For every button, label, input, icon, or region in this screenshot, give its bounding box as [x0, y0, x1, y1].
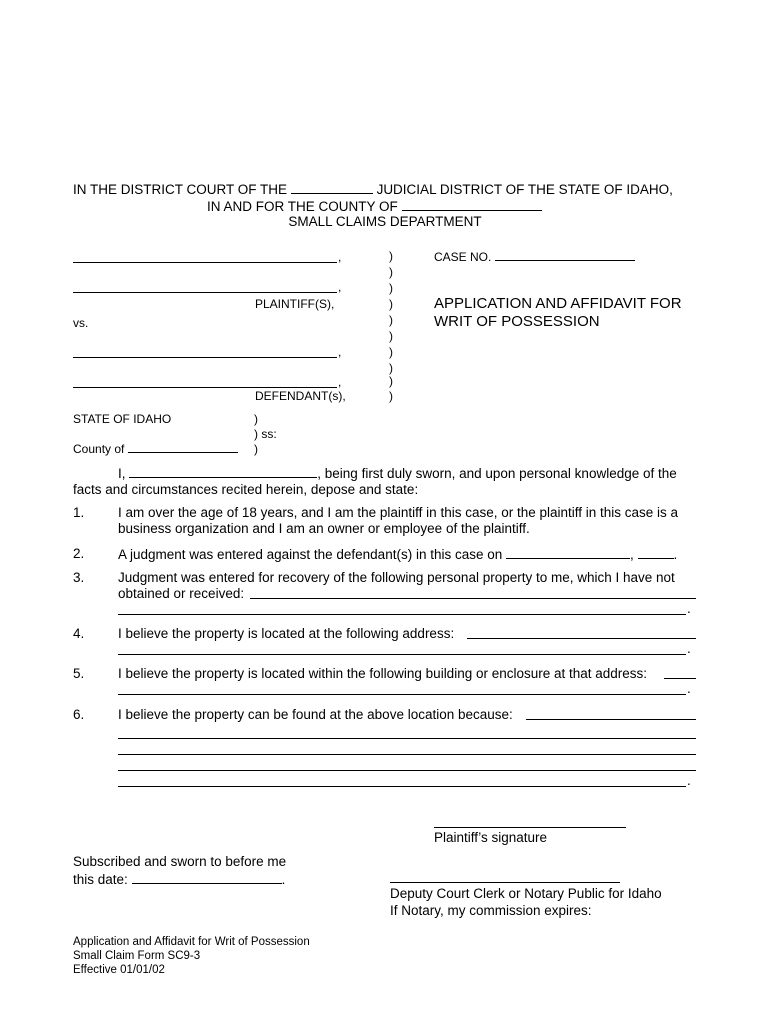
item-number: 5. [73, 666, 85, 681]
intro-i: I, [118, 466, 126, 481]
defendant-comma-2: , [338, 375, 342, 389]
sworn-date-blank [132, 871, 282, 884]
clerk-label: Deputy Court Clerk or Notary Public for Idaho [390, 886, 662, 901]
clerk-signature-line [390, 882, 620, 883]
item-number: 2. [73, 546, 85, 561]
document-title-line1: APPLICATION AND AFFIDAVIT FOR [434, 295, 682, 312]
address-blank-1 [467, 638, 696, 639]
reason-blank-5 [118, 786, 686, 787]
county-blank [128, 442, 238, 453]
case-number [434, 250, 635, 265]
building-blank-2 [118, 694, 686, 695]
affiant-name-blank [129, 465, 317, 478]
item-number: 4. [73, 626, 85, 641]
vs-label: vs. [73, 316, 89, 330]
item-number: 6. [73, 707, 85, 722]
court-header-prefix: IN THE DISTRICT COURT OF THE [73, 182, 288, 197]
plaintiff-line-1 [73, 262, 337, 263]
item-number: 1. [73, 505, 85, 520]
footer-form-number: Small Claim Form SC9-3 [73, 950, 201, 962]
item-4-line1: I believe the property is located at the following address: [118, 626, 455, 641]
caption-paren: ) [389, 374, 393, 388]
intro-sworn-text: , being first duly sworn, and upon personal knowledge of the [317, 466, 677, 481]
state-label: STATE OF IDAHO [73, 412, 172, 426]
caption-paren: ) [389, 329, 393, 343]
caption-paren: ) [389, 313, 393, 327]
venue-paren: ) [254, 412, 258, 426]
district-blank [291, 181, 373, 194]
county-venue [73, 442, 238, 457]
case-no-blank [495, 250, 635, 261]
defendant-line-1 [73, 357, 337, 358]
judgment-year-blank [638, 546, 674, 559]
ss-label: ) ss: [254, 427, 277, 441]
caption-paren: ) [389, 281, 393, 295]
caption-paren: ) [389, 345, 393, 359]
intro-line2: facts and circumstances recited herein, depose and state: [73, 482, 419, 497]
item-2-text: A judgment was entered against the defendant(s) in this case on [118, 547, 503, 562]
venue-paren: ) [254, 442, 258, 456]
this-date-label: this date: [73, 872, 128, 887]
caption-paren: ) [389, 249, 393, 263]
judgment-date-blank [506, 546, 630, 559]
reason-blank-4 [118, 770, 696, 771]
court-header-suffix: JUDICIAL DISTRICT OF THE STATE OF IDAHO, [376, 182, 673, 197]
item-number: 3. [73, 570, 85, 585]
court-header-line2 [207, 198, 542, 215]
item-3-line1: Judgment was entered for recovery of the following personal property to me, which I have not [118, 570, 675, 585]
period: . [687, 773, 691, 788]
subscribed-label: Subscribed and sworn to before me [73, 854, 287, 869]
document-title-line2: WRIT OF POSSESSION [434, 313, 600, 330]
caption-paren: ) [389, 389, 393, 403]
plaintiff-signature-line [434, 827, 626, 828]
caption-paren: ) [389, 297, 393, 311]
department-title: SMALL CLAIMS DEPARTMENT [288, 214, 482, 229]
item-1-line2: business organization and I am an owner or employee of the plaintiff. [118, 521, 530, 536]
county-label: County of [73, 442, 125, 456]
reason-blank-2 [118, 738, 696, 739]
item-5-line1: I believe the property is located within the following building or enclosure at that address: [118, 666, 648, 681]
defendants-label: DEFENDANT(s), [255, 389, 346, 403]
item-2-line1: A judgment was entered against the defendant(s) in this case on , . [118, 547, 678, 562]
defendant-line-2 [73, 387, 337, 388]
plaintiff-line-2 [73, 292, 337, 293]
footer-form-title: Application and Affidavit for Writ of Possession [73, 936, 310, 948]
property-blank-1 [250, 598, 696, 599]
plaintiff-comma-2: , [338, 280, 342, 294]
plaintiffs-label: PLAINTIFF(S), [255, 297, 335, 311]
item-3-line2: obtained or received: [118, 586, 245, 601]
defendant-comma-1: , [338, 345, 342, 359]
building-blank-1 [664, 678, 696, 679]
this-date-row: this date: . [73, 872, 286, 887]
county-header-label: IN AND FOR THE COUNTY OF [207, 199, 398, 214]
property-blank-2 [118, 614, 686, 615]
footer-effective-date: Effective 01/01/02 [73, 964, 165, 976]
case-no-label: CASE NO. [434, 250, 492, 264]
caption-paren: ) [389, 361, 393, 375]
plaintiff-comma-1: , [338, 250, 342, 264]
reason-blank-1 [526, 719, 696, 720]
period: . [687, 601, 691, 616]
intro-line1 [118, 465, 677, 482]
address-blank-2 [118, 654, 686, 655]
period: . [687, 681, 691, 696]
commission-label: If Notary, my commission expires: [390, 903, 592, 918]
item-1-line1: I am over the age of 18 years, and I am the plaintiff in this case, or the plaintiff in this case is a [118, 505, 679, 520]
item-6-line1: I believe the property can be found at the above location because: [118, 707, 513, 722]
plaintiff-signature-label: Plaintiff’s signature [434, 830, 548, 845]
period: . [687, 641, 691, 656]
court-header-line1 [73, 181, 673, 198]
county-header-blank [402, 198, 542, 211]
caption-paren: ) [389, 265, 393, 279]
reason-blank-3 [118, 754, 696, 755]
